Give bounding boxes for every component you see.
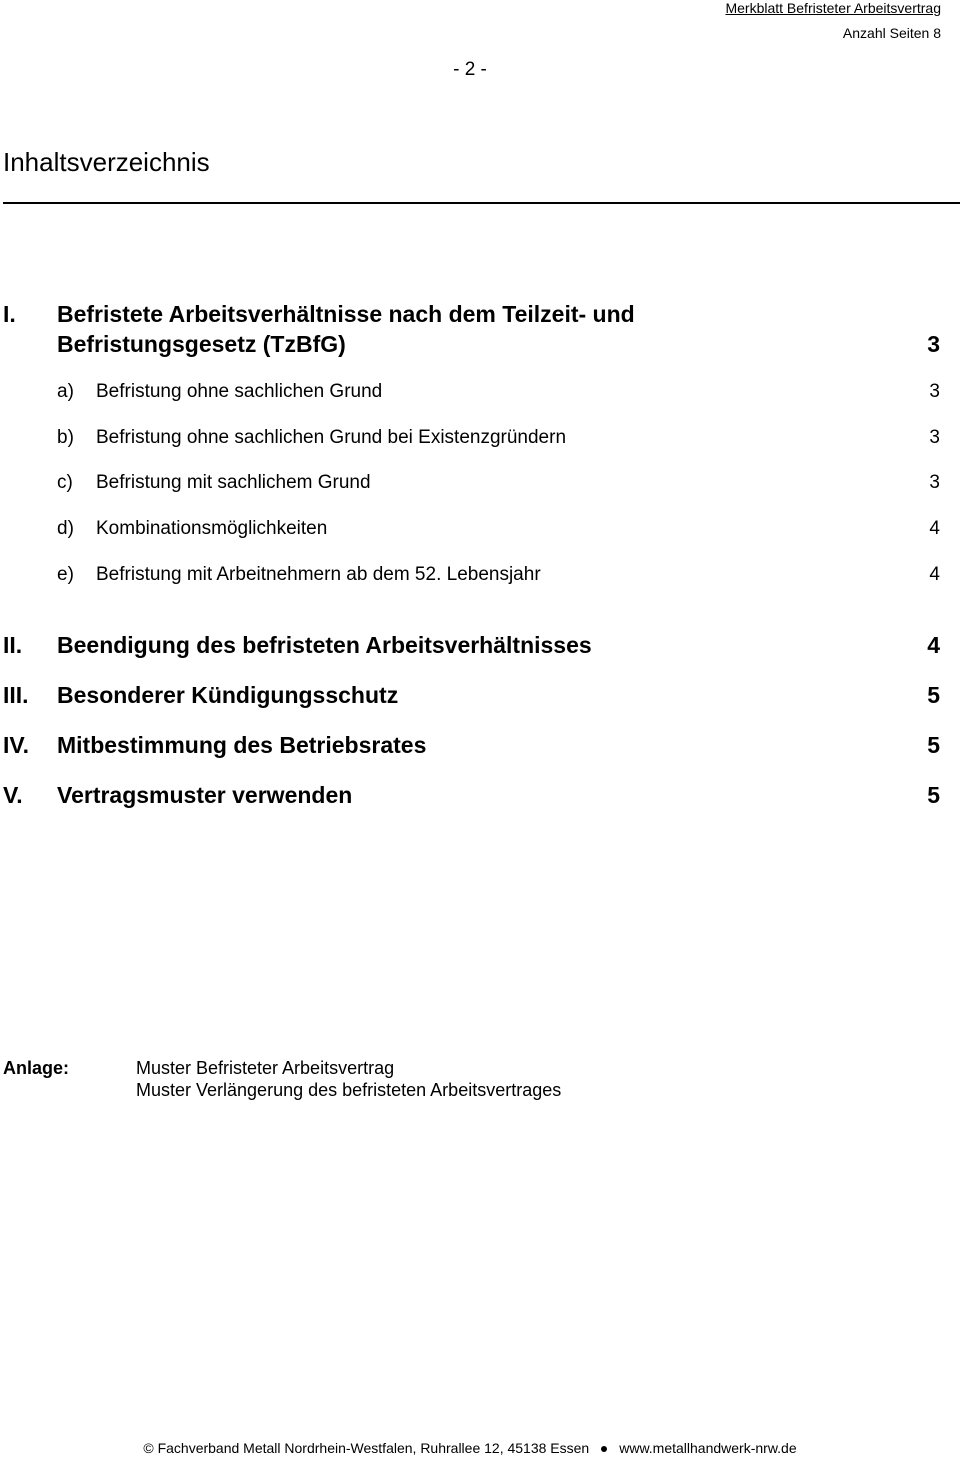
- toc-section-title-continued: Befristungsgesetz (TzBfG): [57, 331, 346, 357]
- anlage-label: Anlage:: [3, 1058, 70, 1078]
- page-number: - 2 -: [453, 59, 487, 80]
- toc-section-title: Befristete Arbeitsverhältnisse nach dem Teilzeit- und: [57, 301, 635, 327]
- anlage-item: Muster Verlängerung des befristeten Arbeitsvertrages: [136, 1080, 562, 1100]
- toc-subsection-page: 3: [929, 427, 940, 448]
- bullet-icon: [601, 1446, 607, 1452]
- footer-website: www.metallhandwerk-nrw.de: [619, 1440, 797, 1456]
- toc-section-page: 3: [927, 331, 940, 357]
- toc-section-number: II.: [3, 632, 23, 658]
- toc-subsection-page: 3: [929, 472, 940, 493]
- document-title-link[interactable]: Merkblatt Befristeter Arbeitsvertrag: [725, 0, 941, 16]
- toc-subsection-title: Befristung mit Arbeitnehmern ab dem 52. Lebensjahr: [96, 564, 541, 585]
- toc-section-number: V.: [3, 782, 23, 808]
- footer-organization: © Fachverband Metall Nordrhein-Westfalen, Ruhrallee 12, 45138 Essen: [143, 1440, 590, 1456]
- toc-subsection-title: Befristung ohne sachlichen Grund: [96, 381, 383, 402]
- toc-subsection-title: Befristung mit sachlichem Grund: [96, 472, 371, 493]
- footer: [0, 1440, 940, 1456]
- toc-section-page: 4: [927, 632, 940, 658]
- toc-subsection-letter: a): [57, 381, 74, 402]
- toc-subsection-page: 4: [929, 564, 940, 585]
- toc-section-title: Beendigung des befristeten Arbeitsverhältnisses: [57, 632, 592, 658]
- title-divider: [3, 202, 960, 204]
- toc-section-number: I.: [3, 301, 16, 327]
- toc-subsection-title: Kombinationsmöglichkeiten: [96, 518, 328, 539]
- toc-section-title: Mitbestimmung des Betriebsrates: [57, 732, 427, 758]
- toc-subsection-letter: b): [57, 427, 74, 448]
- toc-section-title: Besonderer Kündigungsschutz: [57, 682, 399, 708]
- toc-subsection-page: 4: [929, 518, 940, 539]
- toc-subsection-letter: d): [57, 518, 74, 539]
- toc-section-title: Vertragsmuster verwenden: [57, 782, 353, 808]
- toc-subsection-page: 3: [929, 381, 940, 402]
- toc-section-number: III.: [3, 682, 29, 708]
- toc-section-page: 5: [927, 682, 940, 708]
- toc-section-page: 5: [927, 732, 940, 758]
- page-count: Anzahl Seiten 8: [842, 25, 941, 41]
- toc-section-page: 5: [927, 782, 940, 808]
- anlage-item: Muster Befristeter Arbeitsvertrag: [136, 1058, 395, 1078]
- toc-title: Inhaltsverzeichnis: [3, 147, 210, 177]
- toc-section-number: IV.: [3, 732, 30, 758]
- toc-subsection-letter: e): [57, 564, 74, 585]
- toc-subsection-letter: c): [57, 472, 73, 493]
- toc-subsection-title: Befristung ohne sachlichen Grund bei Existenzgründern: [96, 427, 567, 448]
